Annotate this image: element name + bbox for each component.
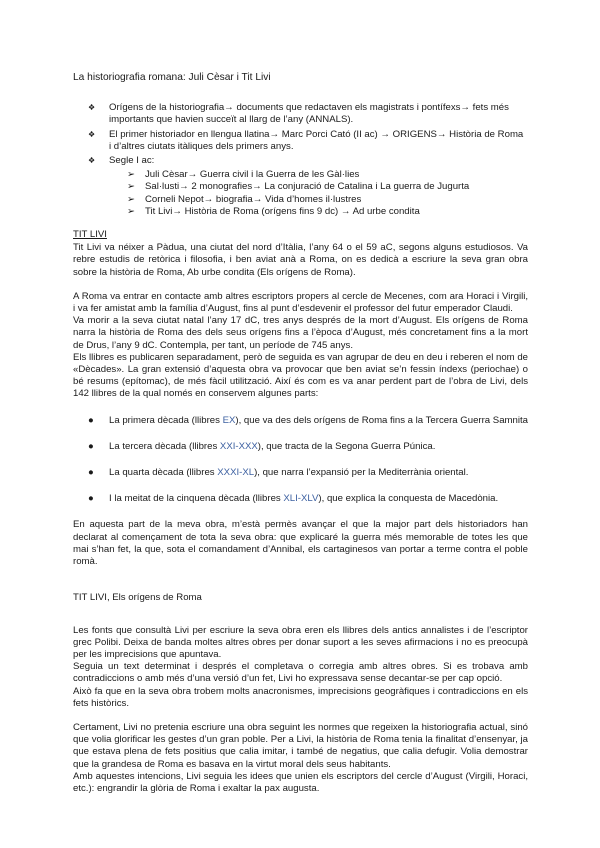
intro-bullet-list (73, 102, 528, 218)
bullet-dot-icon: ● (88, 467, 94, 479)
bullet-dot-icon: ● (88, 414, 94, 426)
diamond-bullet-icon: ❖ (88, 156, 96, 166)
section-heading: TIT LIVI (73, 229, 107, 241)
arrow-bullet-icon: ➢ (127, 193, 136, 205)
list-item: ➢ Juli Cèsar→ Guerra civil i la Guerra de les Gàl·lies (127, 169, 360, 181)
decades-list (73, 415, 528, 506)
bullet-dot-icon: ● (88, 493, 94, 505)
list-item: ➢ Tit Livi→ Història de Roma (orígens fins 9 dc) → Ad urbe condita (127, 205, 420, 217)
list-item: ➢ Sal·lusti→ 2 monografies→ La conjuració de Catalina i La guerra de Jugurta (127, 181, 470, 193)
bullet-dot-icon: ● (88, 440, 94, 452)
paragraph: Amb aquestes intencions, Livi seguia les idees que unien els escriptors del cercle d’August (Virgili, Horaci, etc.): engrandir la glòria de Roma i exaltar la pax augusta. (73, 770, 528, 794)
list-item: ● La quarta dècada (llibres XXXI-XL), que narra l’expansió per la Mediterrània oriental. (88, 467, 469, 479)
paragraph: Els llibres es publicaren separadament, però de seguida es van agrupar de deu en deu i reberen el nom de «Dècades». La gran extensió d’aquesta obra va provocar que ben aviat se’n fessin índexs (periochae) o bé resums (epítomac), de més fàcil utilització. Així és com es va anar perdent part de l’obra de Livi, dels 142 llibres de la qual només en conservem algunes parts: (73, 351, 528, 400)
list-item: ❖ Segle I ac: ➢ Juli Cèsar→ Guerra civil i la Guerra de les Gàl·lies ➢ Sal·lusti→ 2 monografies→ La conjuració de Catalina i La guerra de Jugurta ➢ Corneli Nepot→ biografia→ Vida d’homes il·lustres ➢ Tit Livi→ Història de Roma (orígens fins 9 dc) → Ad urbe condita (73, 155, 528, 218)
list-item: ❖ Orígens de la historiografia→ documents que redactaven els magistrats i pontífexs→ fets més importants que havien succeït al llarg de l’any (ANNALS). (88, 102, 509, 126)
paragraph: Certament, Livi no pretenia escriure una obra seguint les normes que regeixen la historiografia actual, sinó que volia glorificar les gestes d’un gran poble. Per a Livi, la història de Roma tenia la finalitat d’ensenyar, ja que estava plena de fets positius que calia imitar, i també de negatius, que calia defugir. Volia demostrar que la grandesa de Roma es basava en la virtut moral dels seus habitants. (73, 721, 528, 770)
arrow-bullet-icon: ➢ (127, 181, 136, 193)
paragraph: Va morir a la seva ciutat natal l’any 17 dC, tres anys després de la mort d’August. Els orígens de Roma narra la història de Roma des dels seus orígens fins a l’època d’August, més concretament fins a la mort de Drus, l’any 9 dC. Contempla, per tant, un període de 745 anys. (73, 315, 528, 351)
paragraph: Seguia un text determinat i després el completava o corregia amb altres obres. Si es trobava amb contradiccions o amb més d’una versió d’un fet, Livi ho expressava sense decantar-se per cap opció. (73, 661, 528, 685)
arrow-bullet-icon: ➢ (127, 205, 136, 217)
quote-paragraph: En aquesta part de la meva obra, m’està permès avançar el que la major part dels historiadors han declarat al començament de tota la seva obra: que explicaré la guerra més memorable de totes les que mai s’han fet, la que, sota el comandament d’Annibal, els cartaginesos van portar a terme contra el poble romà. (73, 519, 528, 568)
diamond-bullet-icon: ❖ (88, 129, 96, 139)
list-item: ● I la meitat de la cinquena dècada (llibres XLI-XLV), que explica la conquesta de Macedònia. (88, 493, 499, 505)
diamond-bullet-icon: ❖ (88, 103, 96, 113)
list-item: ● La primera dècada (llibres EX), que va des dels orígens de Roma fins a la Tercera Guerra Samnita (88, 414, 528, 426)
list-item: ➢ Corneli Nepot→ biografia→ Vida d’homes il·lustres (127, 193, 362, 205)
section-heading: TIT LIVI, Els orígens de Roma (73, 592, 202, 604)
paragraph: Això fa que en la seva obra trobem molts anacronismes, imprecisions geogràfiques i contradiccions en els fets històrics. (73, 685, 528, 709)
authors-sub-list (109, 169, 528, 218)
list-item: ● La tercera dècada (llibres XXI-XXX), que tracta de la Segona Guerra Púnica. (88, 440, 436, 452)
paragraph: Tit Livi va néixer a Pàdua, una ciutat del nord d’Itàlia, l’any 64 o el 59 aC, segons alguns estudiosos. Va rebre estudis de retòrica i filosofia, i ben aviat anà a Roma, on es dedicà a escriure la seva gran obra sobre la història de Roma, Ab urbe condita (Els orígens de Roma). (73, 242, 528, 278)
arrow-bullet-icon: ➢ (127, 169, 136, 181)
document-body (73, 72, 528, 795)
paragraph: Les fonts que consultà Livi per escriure la seva obra eren els llibres dels antics annalistes i de l’escriptor grec Polibi. Deixa de banda moltes altres obres per donar suport a les seves afirmacions i no es preocupà per les imprecisions que apuntava. (73, 624, 528, 660)
paragraph: A Roma va entrar en contacte amb altres escriptors propers al cercle de Mecenes, com ara Horaci i Virgili, i va fer amistat amb la família d’August, fins al punt d’esdevenir el professor del futur emperador Claudi. (73, 290, 528, 315)
list-item: ❖ El primer historiador en llengua llatina→ Marc Porci Cató (II ac) → ORIGENS→ Història de Roma i d’altres ciutats itàliques dels primers anys. (88, 128, 524, 152)
document-title: La historiografia romana: Juli Cèsar i Tit Livi (73, 72, 271, 83)
